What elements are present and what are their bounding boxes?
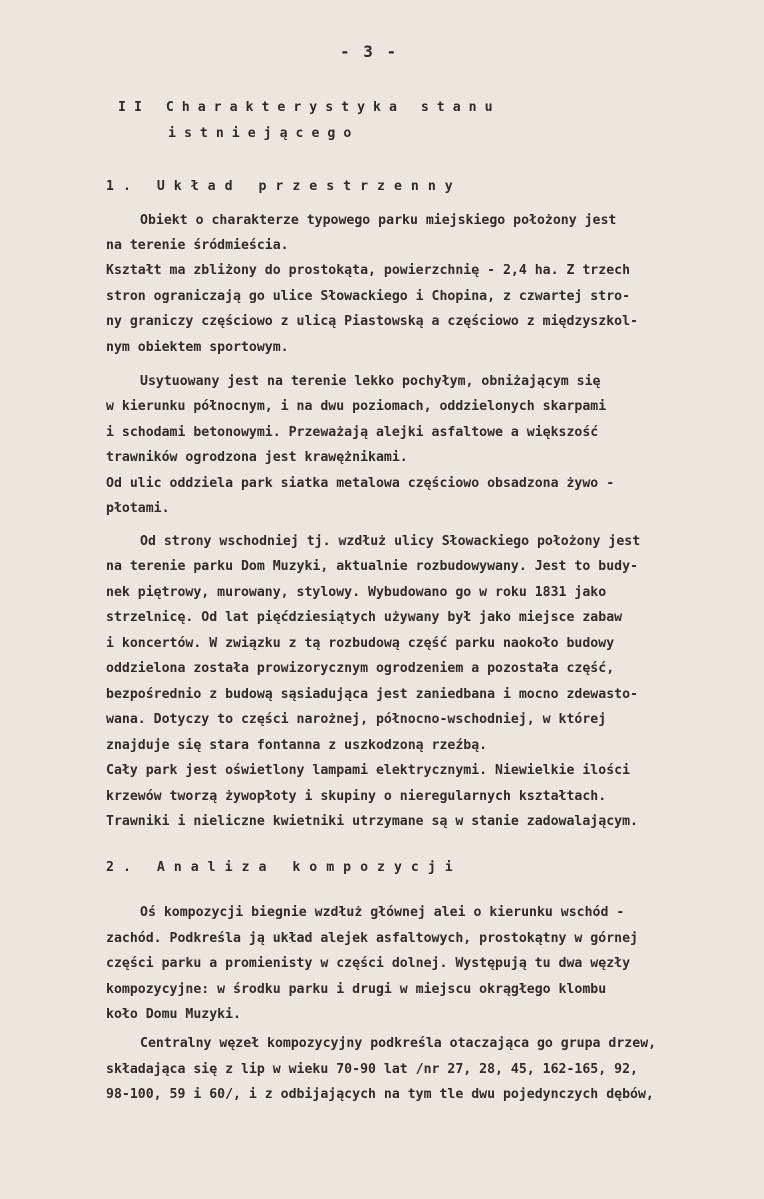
text-line: składająca się z lip w wieku 70-90 lat /nr 27, 28, 45, 162-165, 92, <box>106 1062 638 1077</box>
text-line: strzelnicę. Od lat pięćdziesiątych używany był jako miejsce zabaw <box>106 610 623 625</box>
text-line: Oś kompozycji biegnie wzdłuż głównej alei o kierunku wschód - <box>140 905 625 920</box>
page-number: - 3 - <box>340 42 399 61</box>
text-line: Usytuowany jest na terenie lekko pochyłym, obniżającym się <box>140 374 601 389</box>
text-line: i schodami betonowymi. Przeważają alejki asfaltowe a większość <box>106 425 599 440</box>
text-line: Kształt ma zbliżony do prostokąta, powierzchnię - 2,4 ha. Z trzech <box>106 263 631 278</box>
text-line: nek piętrowy, murowany, stylowy. Wybudowano go w roku 1831 jako <box>106 585 607 600</box>
text-line: Obiekt o charakterze typowego parku miejskiego położony jest <box>140 213 617 228</box>
text-line: części parku a promienisty w części dolnej. Występują tu dwa węzły <box>106 956 631 971</box>
text-line: trawników ogrodzona jest krawężnikami. <box>106 450 408 465</box>
text-line: bezpośrednio z budową sąsiadująca jest zaniedbana i mocno zdewasto- <box>106 687 638 702</box>
text-line: Centralny węzeł kompozycyjny podkreśla otaczająca go grupa drzew, <box>140 1036 657 1051</box>
text-line: Od strony wschodniej tj. wzdłuż ulicy Słowackiego położony jest <box>140 534 641 549</box>
text-line: oddzielona została prowizorycznym ogrodzeniem a pozostała część, <box>106 661 615 676</box>
text-line: płotami. <box>106 501 170 516</box>
text-line: Trawniki i nieliczne kwietniki utrzymane są w stanie zadowalającym. <box>106 814 638 829</box>
text-line: i koncertów. W związku z tą rozbudową część parku naokoło budowy <box>106 636 615 651</box>
text-line: zachód. Podkreśla ją układ alejek asfaltowych, prostokątny w górnej <box>106 931 638 946</box>
text-line: Cały park jest oświetlony lampami elektrycznymi. Niewielkie ilości <box>106 763 631 778</box>
text-line: koło Domu Muzyki. <box>106 1007 241 1022</box>
text-line: w kierunku północnym, i na dwu poziomach, oddzielonych skarpami <box>106 399 607 414</box>
text-line: stron ograniczają go ulice Słowackiego i Chopina, z czwartej stro- <box>106 289 631 304</box>
text-line: krzewów tworzą żywopłoty i skupiny o nieregularnych kształtach. <box>106 789 607 804</box>
text-line: Od ulic oddziela park siatka metalowa częściowo obsadzona żywo - <box>106 476 615 491</box>
subsection-heading-1: 1. Układ przestrzenny <box>106 179 462 194</box>
section-title-line-2: istniejącego <box>168 126 360 141</box>
text-line: kompozycyjne: w środku parku i drugi w miejscu okrągłego klombu <box>106 982 607 997</box>
text-line: na terenie śródmieścia. <box>106 238 289 253</box>
text-line: nym obiektem sportowym. <box>106 340 289 355</box>
subsection-heading-2: 2. Analiza kompozycji <box>106 860 462 875</box>
text-line: wana. Dotyczy to części narożnej, północno-wschodniej, w której <box>106 712 607 727</box>
text-line: na terenie parku Dom Muzyki, aktualnie rozbudowywany. Jest to budy- <box>106 559 638 574</box>
text-line: 98-100, 59 i 60/, i z odbijających na tym tle dwu pojedynczych dębów, <box>106 1087 654 1102</box>
text-line: ny graniczy częściowo z ulicą Piastowską a częściowo z międzyszkol- <box>106 314 638 329</box>
text-line: znajduje się stara fontanna z uszkodzoną rzeźbą. <box>106 738 488 753</box>
section-title-line-1: II Charakterystyka stanu <box>118 100 501 115</box>
